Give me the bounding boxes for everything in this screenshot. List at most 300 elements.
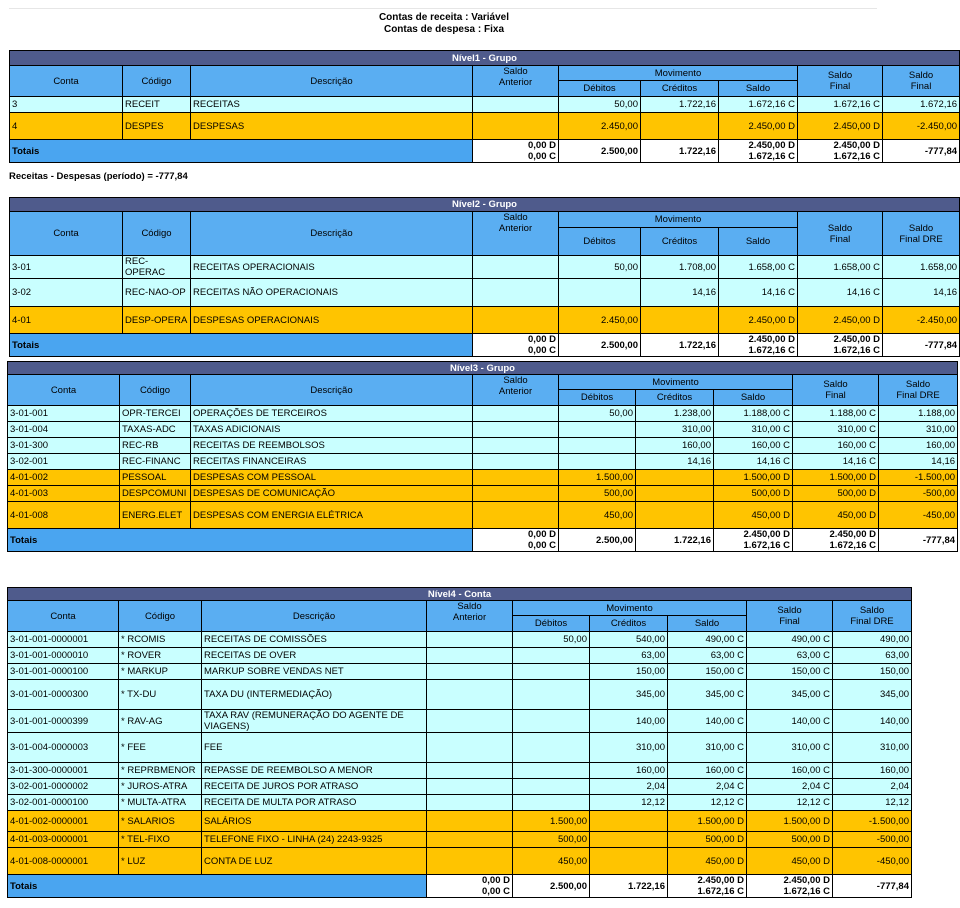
totals-row <box>10 140 960 163</box>
totals-saldo <box>719 334 798 357</box>
cell-debitos <box>513 779 590 795</box>
table-row <box>8 811 912 832</box>
cell-codigo: * TX-DU <box>119 680 202 710</box>
totals-value: 1.672,16 C <box>748 345 795 356</box>
cell-saldo: 1.672,16 C <box>719 97 798 113</box>
cell-debitos <box>559 422 636 438</box>
cell-saldo: 500,00 D <box>714 486 793 502</box>
cell-descricao: TELEFONE FIXO - LINHA (24) 2243-9325 <box>202 832 427 848</box>
col-header-text: Saldo <box>908 70 934 81</box>
totals-debitos: 2.500,00 <box>559 334 641 357</box>
cell-conta: 4-01-008-0000001 <box>8 848 119 875</box>
totals-value: 2.450,00 D <box>833 140 880 151</box>
cell-debitos <box>559 438 636 454</box>
table-row <box>8 680 912 710</box>
col-header-conta: Conta <box>10 66 123 97</box>
col-header-text: Anterior <box>498 223 533 234</box>
cell-debitos <box>513 680 590 710</box>
cell-saldo-final-dre: 14,16 <box>879 454 958 470</box>
cell-saldo-final: 345,00 C <box>747 680 833 710</box>
cell-creditos: 2,04 <box>590 779 668 795</box>
report-header-line2: Contas de despesa : Fixa <box>383 24 505 35</box>
table-row <box>10 97 960 113</box>
totals-row <box>10 334 960 357</box>
cell-saldo-final-dre: 310,00 <box>833 733 912 763</box>
cell-saldo-anterior <box>473 256 559 279</box>
col-header-text: Final <box>829 81 851 92</box>
table-row <box>8 648 912 664</box>
cell-creditos <box>641 113 719 140</box>
totals-saldo-final-dre: -777,84 <box>833 875 912 898</box>
cell-saldo-anterior <box>427 832 513 848</box>
cell-saldo-anterior <box>473 113 559 140</box>
report-header-line1: Contas de receita : Variável <box>378 12 510 23</box>
cell-saldo-final-dre: 490,00 <box>833 632 912 648</box>
cell-debitos <box>513 648 590 664</box>
table-row <box>8 848 912 875</box>
cell-saldo-anterior <box>427 779 513 795</box>
totals-value: 0,00 D <box>528 529 556 540</box>
totals-saldo <box>719 140 798 163</box>
cell-codigo: * MARKUP <box>119 664 202 680</box>
col-header-text: Saldo <box>503 66 528 77</box>
cell-descricao: RECEITA DE JUROS POR ATRASO <box>202 779 427 795</box>
cell-codigo: * LUZ <box>119 848 202 875</box>
table-row <box>8 406 958 422</box>
cell-creditos: 150,00 <box>590 664 668 680</box>
col-header-text: Final DRE <box>850 616 894 627</box>
cell-saldo-final-dre: 345,00 <box>833 680 912 710</box>
col-header-saldo-anterior <box>427 601 513 632</box>
cell-saldo-anterior <box>427 733 513 763</box>
cell-saldo: 310,00 C <box>668 733 747 763</box>
cell-saldo-final-dre: 12,12 <box>833 795 912 811</box>
col-header-descricao: Descrição <box>191 212 473 256</box>
cell-descricao: CONTA DE LUZ <box>202 848 427 875</box>
col-header-text: Saldo <box>823 379 848 390</box>
cell-descricao: RECEITAS DE OVER <box>202 648 427 664</box>
cell-saldo-final: 450,00 D <box>793 502 879 529</box>
cell-saldo-final-dre: -450,00 <box>833 848 912 875</box>
cell-conta: 3-02-001-0000002 <box>8 779 119 795</box>
cell-codigo: REC-RB <box>120 438 191 454</box>
cell-conta: 3-01 <box>10 256 123 279</box>
col-header-text: Saldo <box>503 375 528 386</box>
cell-debitos: 1.500,00 <box>559 470 636 486</box>
col-header-codigo: Código <box>119 601 202 632</box>
col-header-debitos: Débitos <box>559 390 636 406</box>
cell-saldo-anterior <box>427 648 513 664</box>
cell-saldo-anterior <box>427 710 513 733</box>
col-header-saldo-anterior <box>473 66 559 97</box>
totals-saldo-anterior <box>473 334 559 357</box>
col-header-saldo-anterior <box>473 375 559 406</box>
cell-conta: 4-01 <box>10 307 123 334</box>
cell-saldo-anterior <box>473 470 559 486</box>
table-row <box>8 733 912 763</box>
totals-label: Totais <box>10 140 473 163</box>
cell-saldo: 140,00 C <box>668 710 747 733</box>
cell-saldo-anterior <box>473 502 559 529</box>
table-row <box>8 779 912 795</box>
totals-value: 2.450,00 D <box>748 334 795 345</box>
cell-debitos: 50,00 <box>513 632 590 648</box>
cell-saldo: 150,00 C <box>668 664 747 680</box>
col-header-text: Anterior <box>452 612 487 623</box>
col-header-movimento: Movimento <box>559 66 798 81</box>
totals-creditos: 1.722,16 <box>641 140 719 163</box>
cell-codigo: DESP-OPERA <box>123 307 191 334</box>
col-header-creditos: Créditos <box>636 390 714 406</box>
cell-saldo: 310,00 C <box>714 422 793 438</box>
cell-debitos <box>513 710 590 733</box>
totals-value: 2.450,00 D <box>833 334 880 345</box>
totals-saldo-final <box>747 875 833 898</box>
cell-conta: 3-01-004-0000003 <box>8 733 119 763</box>
cell-saldo: 2.450,00 D <box>719 113 798 140</box>
col-header-text: Saldo <box>827 222 853 234</box>
col-header-conta: Conta <box>8 375 120 406</box>
cell-codigo: * JUROS-ATRA <box>119 779 202 795</box>
cell-saldo-final-dre: 160,00 <box>879 438 958 454</box>
totals-saldo-anterior <box>427 875 513 898</box>
cell-creditos: 140,00 <box>590 710 668 733</box>
cell-saldo-anterior <box>473 438 559 454</box>
cell-saldo-anterior <box>473 307 559 334</box>
col-header-text: Saldo <box>859 605 885 616</box>
col-header-codigo: Código <box>120 375 191 406</box>
cell-conta: 3-01-300 <box>8 438 120 454</box>
cell-saldo: 160,00 C <box>714 438 793 454</box>
col-header-descricao: Descrição <box>191 375 473 406</box>
totals-creditos: 1.722,16 <box>636 529 714 552</box>
totals-debitos: 2.500,00 <box>559 529 636 552</box>
totals-debitos: 2.500,00 <box>559 140 641 163</box>
cell-descricao: FEE <box>202 733 427 763</box>
table-row <box>10 307 960 334</box>
col-header-descricao: Descrição <box>191 66 473 97</box>
cell-conta: 3-02-001 <box>8 454 120 470</box>
table-row <box>8 832 912 848</box>
totals-value: 1.672,16 C <box>833 345 880 356</box>
cell-saldo-final: 450,00 D <box>747 848 833 875</box>
totals-label: Totais <box>10 334 473 357</box>
cell-descricao: TAXA DU (INTERMEDIAÇÃO) <box>202 680 427 710</box>
cell-codigo: PESSOAL <box>120 470 191 486</box>
cell-conta: 3-01-001-0000010 <box>8 648 119 664</box>
cell-creditos: 345,00 <box>590 680 668 710</box>
cell-creditos: 310,00 <box>590 733 668 763</box>
cell-creditos <box>636 470 714 486</box>
col-header-saldo-anterior <box>473 212 559 256</box>
col-header-text: Final DRE <box>899 233 943 245</box>
col-header-saldo: Saldo <box>719 81 798 97</box>
totals-saldo-final-dre: -777,84 <box>883 334 960 357</box>
cell-descricao: RECEITAS NÃO OPERACIONAIS <box>191 279 473 307</box>
col-header-saldo-final-dre <box>883 212 960 256</box>
table-row <box>8 438 958 454</box>
cell-descricao: DESPESAS COM ENERGIA ELÉTRICA <box>191 502 473 529</box>
cell-saldo-final-dre: 140,00 <box>833 710 912 733</box>
totals-value: 1.672,16 C <box>748 151 795 162</box>
cell-debitos <box>513 733 590 763</box>
cell-codigo: ENERG.ELET <box>120 502 191 529</box>
col-header-codigo: Código <box>123 212 191 256</box>
totals-value: 1.672,16 C <box>697 886 744 897</box>
cell-descricao: RECEITAS OPERACIONAIS <box>191 256 473 279</box>
col-header-text: Saldo <box>777 605 802 616</box>
cell-saldo: 2,04 C <box>668 779 747 795</box>
totals-saldo-final-dre: -777,84 <box>879 529 958 552</box>
table-row <box>8 486 958 502</box>
table-row <box>8 470 958 486</box>
cell-saldo-final: 1.500,00 D <box>793 470 879 486</box>
cell-saldo: 1.188,00 C <box>714 406 793 422</box>
col-header-text: Saldo <box>908 222 934 234</box>
cell-conta: 3 <box>10 97 123 113</box>
cell-descricao: MARKUP SOBRE VENDAS NET <box>202 664 427 680</box>
cell-saldo-final: 500,00 D <box>747 832 833 848</box>
col-header-saldo-final <box>798 212 883 256</box>
cell-saldo-anterior <box>427 763 513 779</box>
col-header-saldo-final <box>747 601 833 632</box>
cell-conta: 4-01-002 <box>8 470 120 486</box>
cell-conta: 4-01-002-0000001 <box>8 811 119 832</box>
cell-saldo-anterior <box>427 811 513 832</box>
col-header-movimento: Movimento <box>559 375 793 390</box>
cell-descricao: RECEITA DE MULTA POR ATRASO <box>202 795 427 811</box>
cell-saldo: 1.500,00 D <box>668 811 747 832</box>
cell-saldo-final: 500,00 D <box>793 486 879 502</box>
col-header-text: Final <box>910 81 932 92</box>
cell-debitos: 2.450,00 <box>559 113 641 140</box>
cell-descricao: DESPESAS OPERACIONAIS <box>191 307 473 334</box>
cell-saldo-final: 14,16 C <box>798 279 883 307</box>
cell-creditos: 1.722,16 <box>641 97 719 113</box>
cell-saldo-final: 63,00 C <box>747 648 833 664</box>
cell-saldo: 63,00 C <box>668 648 747 664</box>
cell-saldo-final: 2,04 C <box>747 779 833 795</box>
cell-saldo-final-dre: 2,04 <box>833 779 912 795</box>
totals-value: 1.672,16 C <box>783 886 830 897</box>
cell-saldo-final: 2.450,00 D <box>798 113 883 140</box>
cell-descricao: TAXAS ADICIONAIS <box>191 422 473 438</box>
col-header-text: Saldo <box>905 379 931 390</box>
cell-saldo: 14,16 C <box>714 454 793 470</box>
totals-saldo <box>668 875 747 898</box>
cell-creditos <box>636 486 714 502</box>
cell-codigo: * MULTA-ATRA <box>119 795 202 811</box>
col-header-text: Final DRE <box>896 390 940 401</box>
col-header-text: Final <box>829 233 851 245</box>
cell-codigo: DESPES <box>123 113 191 140</box>
cell-codigo: * TEL-FIXO <box>119 832 202 848</box>
section-title: Nível1 - Grupo <box>10 51 960 66</box>
cell-codigo: RECEIT <box>123 97 191 113</box>
cell-saldo-final-dre: -2.450,00 <box>883 307 960 334</box>
col-header-saldo-final-dre <box>879 375 958 406</box>
totals-creditos: 1.722,16 <box>641 334 719 357</box>
totals-saldo-final <box>798 140 883 163</box>
col-header-text: Final <box>825 390 846 401</box>
col-header-debitos: Débitos <box>559 228 641 256</box>
cell-saldo-anterior <box>427 848 513 875</box>
section-title: Nível3 - Grupo <box>8 362 958 375</box>
cell-saldo: 450,00 D <box>714 502 793 529</box>
totals-value: 0,00 C <box>482 886 510 897</box>
cell-conta: 3-01-001-0000399 <box>8 710 119 733</box>
cell-debitos <box>559 454 636 470</box>
col-header-text: Final <box>779 616 800 627</box>
totals-debitos: 2.500,00 <box>513 875 590 898</box>
cell-debitos: 450,00 <box>513 848 590 875</box>
col-header-creditos: Créditos <box>641 81 719 97</box>
totals-value: 1.672,16 C <box>833 151 880 162</box>
cell-saldo-final: 1.188,00 C <box>793 406 879 422</box>
col-header-text: Saldo <box>827 70 853 81</box>
cell-saldo: 1.500,00 D <box>714 470 793 486</box>
table-row <box>8 502 958 529</box>
section-title: Nível4 - Conta <box>8 588 912 601</box>
totals-saldo-anterior <box>473 529 559 552</box>
table-row <box>10 113 960 140</box>
cell-saldo-final: 1.658,00 C <box>798 256 883 279</box>
cell-saldo-final: 14,16 C <box>793 454 879 470</box>
cell-saldo-final: 1.500,00 D <box>747 811 833 832</box>
cell-creditos: 63,00 <box>590 648 668 664</box>
col-header-codigo: Código <box>123 66 191 97</box>
cell-conta: 4-01-003-0000001 <box>8 832 119 848</box>
col-header-conta: Conta <box>10 212 123 256</box>
cell-saldo-anterior <box>427 664 513 680</box>
cell-saldo-anterior <box>427 680 513 710</box>
cell-descricao: SALÁRIOS <box>202 811 427 832</box>
table-row <box>8 422 958 438</box>
col-header-text: Anterior <box>498 77 533 88</box>
cell-creditos: 310,00 <box>636 422 714 438</box>
col-header-saldo: Saldo <box>668 616 747 632</box>
table-row <box>10 256 960 279</box>
totals-label: Totais <box>8 875 427 898</box>
cell-saldo-final: 140,00 C <box>747 710 833 733</box>
cell-saldo-final: 160,00 C <box>793 438 879 454</box>
totals-value: 0,00 C <box>528 345 556 356</box>
cell-saldo-final-dre: 1.658,00 <box>883 256 960 279</box>
table-row <box>8 710 912 733</box>
cell-descricao: RECEITAS DE REEMBOLSOS <box>191 438 473 454</box>
cell-saldo-final: 12,12 C <box>747 795 833 811</box>
cell-saldo-final-dre: 160,00 <box>833 763 912 779</box>
cell-saldo: 500,00 D <box>668 832 747 848</box>
col-header-debitos: Débitos <box>513 616 590 632</box>
cell-descricao: OPERAÇÕES DE TERCEIROS <box>191 406 473 422</box>
cell-creditos <box>590 811 668 832</box>
cell-codigo: REC-NAO-OP <box>123 279 191 307</box>
cell-saldo-final-dre: -2.450,00 <box>883 113 960 140</box>
cell-debitos <box>513 795 590 811</box>
col-header-movimento: Movimento <box>513 601 747 616</box>
cell-saldo-final: 310,00 C <box>747 733 833 763</box>
totals-value: 0,00 D <box>482 875 510 886</box>
table-nivel4 <box>7 587 912 898</box>
totals-value: 2.450,00 D <box>697 875 744 886</box>
col-header-saldo-final-dre <box>833 601 912 632</box>
cell-saldo-final-dre: -1.500,00 <box>833 811 912 832</box>
col-header-creditos: Créditos <box>641 228 719 256</box>
cell-descricao: DESPESAS COM PESSOAL <box>191 470 473 486</box>
cell-conta: 4 <box>10 113 123 140</box>
cell-saldo-final: 310,00 C <box>793 422 879 438</box>
cell-saldo-final-dre: 150,00 <box>833 664 912 680</box>
cell-codigo: * SALARIOS <box>119 811 202 832</box>
cell-debitos: 500,00 <box>559 486 636 502</box>
cell-debitos: 50,00 <box>559 97 641 113</box>
cell-saldo: 2.450,00 D <box>719 307 798 334</box>
cell-saldo: 14,16 C <box>719 279 798 307</box>
col-header-debitos: Débitos <box>559 81 641 97</box>
cell-codigo: REC-FINANC <box>120 454 191 470</box>
cell-creditos: 160,00 <box>590 763 668 779</box>
cell-debitos <box>513 763 590 779</box>
cell-codigo: * FEE <box>119 733 202 763</box>
totals-saldo-anterior <box>473 140 559 163</box>
cell-codigo: * ROVER <box>119 648 202 664</box>
cell-conta: 3-01-004 <box>8 422 120 438</box>
cell-saldo-final-dre: -1.500,00 <box>879 470 958 486</box>
cell-saldo-final-dre: 14,16 <box>883 279 960 307</box>
cell-codigo: DESPCOMUNI <box>120 486 191 502</box>
cell-descricao: RECEITAS FINANCEIRAS <box>191 454 473 470</box>
cell-debitos <box>559 279 641 307</box>
table-row <box>8 795 912 811</box>
col-header-conta: Conta <box>8 601 119 632</box>
cell-saldo-final: 160,00 C <box>747 763 833 779</box>
col-header-saldo: Saldo <box>714 390 793 406</box>
cell-saldo-anterior <box>427 795 513 811</box>
cell-creditos: 14,16 <box>636 454 714 470</box>
cell-debitos: 500,00 <box>513 832 590 848</box>
cell-saldo-final-dre: 1.672,16 <box>883 97 960 113</box>
totals-value: 1.672,16 C <box>743 540 790 551</box>
top-divider <box>9 8 877 9</box>
cell-conta: 3-01-300-0000001 <box>8 763 119 779</box>
cell-saldo: 160,00 C <box>668 763 747 779</box>
cell-saldo-anterior <box>427 632 513 648</box>
col-header-text: Saldo <box>503 212 528 223</box>
col-header-saldo-final <box>793 375 879 406</box>
cell-conta: 3-02-001-0000100 <box>8 795 119 811</box>
table-row <box>8 632 912 648</box>
cell-conta: 3-01-001-0000300 <box>8 680 119 710</box>
cell-saldo: 450,00 D <box>668 848 747 875</box>
cell-descricao: RECEITAS DE COMISSÕES <box>202 632 427 648</box>
cell-codigo: OPR-TERCEI <box>120 406 191 422</box>
cell-debitos: 450,00 <box>559 502 636 529</box>
totals-saldo <box>714 529 793 552</box>
cell-saldo-anterior <box>473 454 559 470</box>
cell-saldo-anterior <box>473 406 559 422</box>
cell-creditos: 540,00 <box>590 632 668 648</box>
cell-creditos: 12,12 <box>590 795 668 811</box>
section-title: Nível2 - Grupo <box>10 198 960 212</box>
col-header-movimento: Movimento <box>559 212 798 228</box>
cell-saldo: 490,00 C <box>668 632 747 648</box>
cell-descricao: RECEITAS <box>191 97 473 113</box>
totals-label: Totais <box>8 529 473 552</box>
result-note: Receitas - Despesas (período) = -777,84 <box>9 171 188 182</box>
cell-saldo: 345,00 C <box>668 680 747 710</box>
cell-conta: 4-01-003 <box>8 486 120 502</box>
